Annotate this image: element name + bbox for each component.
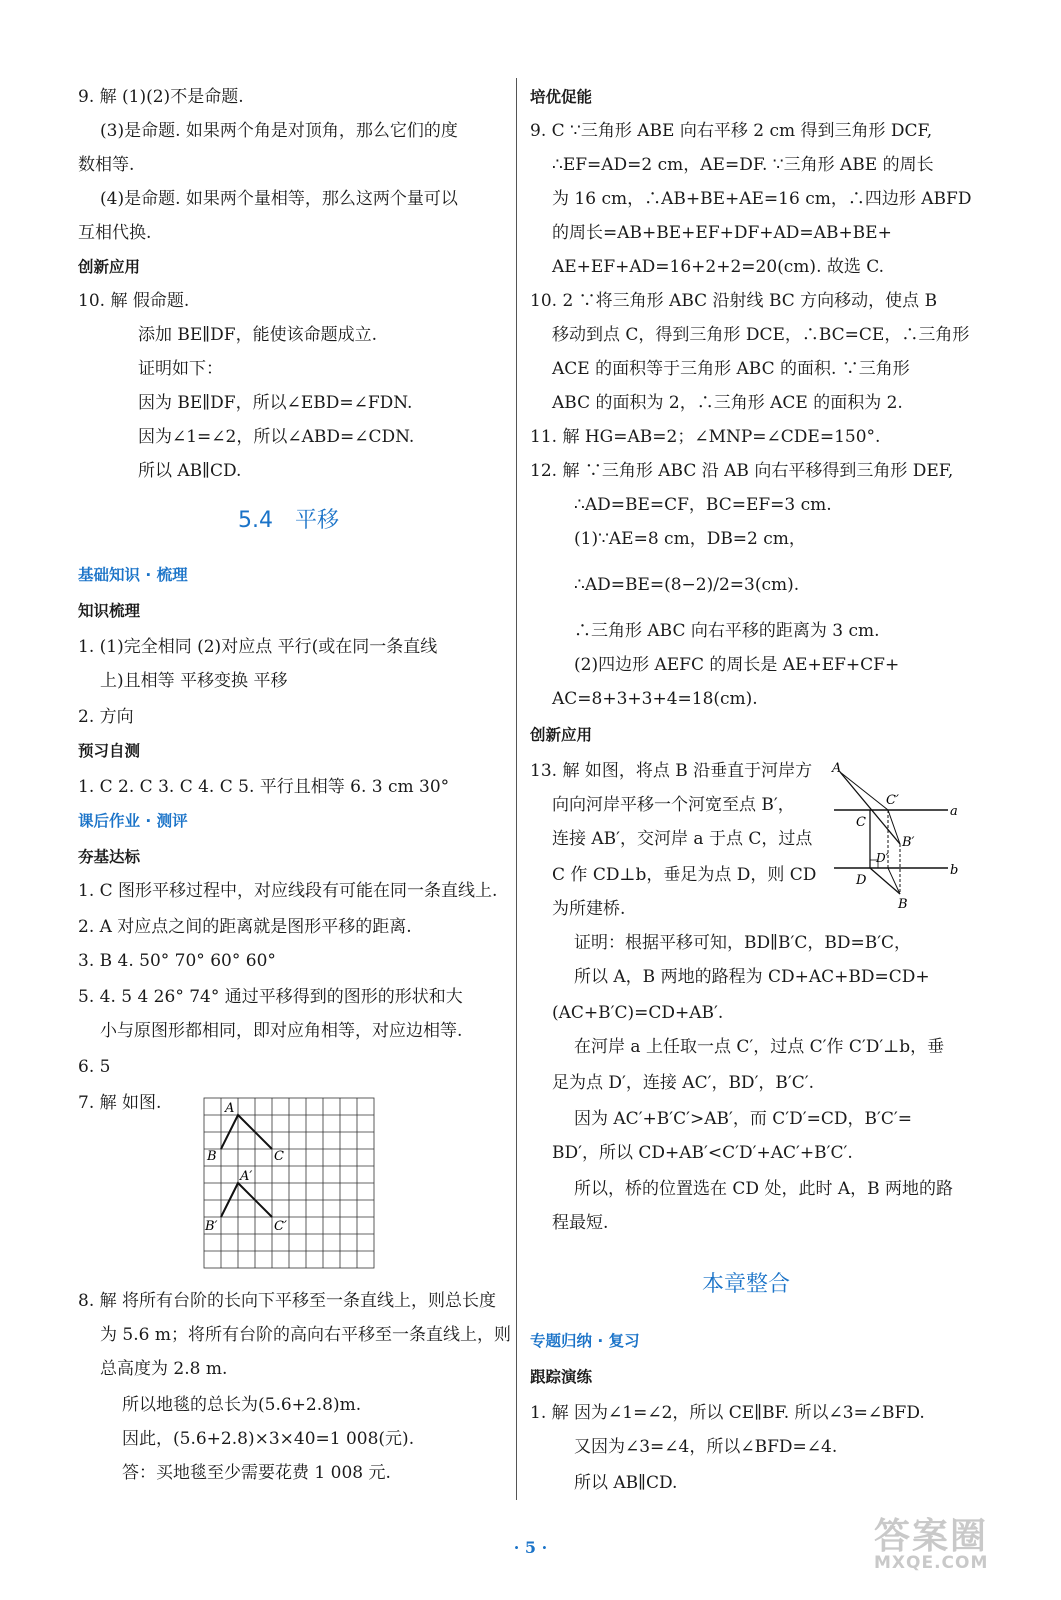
text-line: 6. 5 <box>78 1057 111 1077</box>
text-line: ACE 的面积等于三角形 ABC 的面积. ∵三角形 <box>552 359 910 379</box>
text-line: 又因为∠3=∠4，所以∠BFD=∠4. <box>574 1437 838 1457</box>
label-B: B <box>207 1149 217 1164</box>
text-line: 证明如下： <box>138 359 223 379</box>
section-title-5-4: 5.4 平移 <box>238 508 339 533</box>
grid-lines <box>204 1098 374 1268</box>
label-C-prime: C′ <box>886 793 899 808</box>
text-line: 因此，(5.6+2.8)×3×40=1 008(元). <box>122 1429 415 1449</box>
translation-grid-figure <box>202 1096 378 1274</box>
text-line: 所以 A，B 两地的路程为 CD+AC+BD=CD+ <box>574 967 930 987</box>
text-line: 移动到点 C，得到三角形 DCE，∴BC=CE，∴三角形 <box>552 325 970 345</box>
text-line: 向向河岸平移一个河宽至点 B′， <box>552 795 795 815</box>
text-line: 程最短. <box>552 1213 609 1233</box>
text-line: 9. 解 (1)(2)不是命题. <box>78 87 244 107</box>
text-line: 2. A 对应点之间的距离就是图形平移的距离. <box>78 917 412 937</box>
label-a: a <box>950 804 958 819</box>
text-line: (2)四边形 AEFC 的周长是 AE+EF+CF+ <box>574 655 900 675</box>
text-line: 足为点 D′，连接 AC′，BD′，B′C′. <box>552 1073 815 1093</box>
text-line: ∴EF=AD=2 cm，AE=DF. ∵三角形 ABE 的周长 <box>552 155 934 175</box>
text-line: 添加 BE∥DF，能使该命题成立. <box>138 325 377 345</box>
text-line: 2. 方向 <box>78 707 134 727</box>
label-A: A <box>832 761 842 776</box>
text-line: 总高度为 2.8 m. <box>100 1359 228 1379</box>
text-line: 3. B 4. 50° 70° 60° 60° <box>78 951 276 971</box>
text-line: 为 5.6 m；将所有台阶的高向右平移至一条直线上，则 <box>100 1325 511 1345</box>
section-heading: 知识梳理 <box>78 602 141 620</box>
text-line: 12. 解 ∵三角形 ABC 沿 AB 向右平移得到三角形 DEF, <box>530 461 954 481</box>
section-heading: 专题归纳 · 复习 <box>530 1332 640 1350</box>
section-heading: 基础知识 · 梳理 <box>78 566 188 584</box>
watermark <box>874 1508 988 1573</box>
label-D: D <box>856 873 867 888</box>
text-line: 7. 解 如图. <box>78 1093 162 1113</box>
text-line: 小与原图形都相同，即对应角相等，对应边相等. <box>100 1021 463 1041</box>
segment-d-prime-b <box>888 868 900 894</box>
text-line: AE+EF+AD=16+2+2=20(cm). 故选 C. <box>552 257 885 277</box>
text-line: (AC+B′C)=CD+AB′. <box>552 1003 724 1023</box>
text-line: BD′，所以 CD+AB′<C′D′+AC′+B′C′. <box>552 1143 853 1163</box>
label-A: A <box>225 1101 235 1116</box>
label-C-prime: C′ <box>274 1219 287 1234</box>
text-line: (1)∵AE=8 cm，DB=2 cm， <box>574 529 806 549</box>
text-line: C 作 CD⊥b，垂足为点 D，则 CD <box>552 865 817 885</box>
text-line: 1. 解 因为∠1=∠2，所以 CE∥BF. 所以∠3=∠BFD. <box>530 1403 925 1423</box>
text-line: 13. 解 如图，将点 B 沿垂直于河岸方 <box>530 761 813 781</box>
section-heading: 预习自测 <box>78 742 141 760</box>
label-A-prime: A′ <box>240 1169 253 1184</box>
text-line: 所以 AB∥CD. <box>574 1473 678 1493</box>
text-line: AC=8+3+3+4=18(cm). <box>552 689 758 709</box>
text-line: ∴AD=BE=CF，BC=EF=3 cm. <box>574 495 832 515</box>
segment-c-prime-b-prime <box>888 810 900 844</box>
text-line: 10. 2 ∵将三角形 ABC 沿射线 BC 方向移动，使点 B <box>530 291 938 311</box>
text-line: 1. (1)完全相同 (2)对应点 平行(或在同一条直线 <box>78 637 438 657</box>
text-line: 所以 AB∥CD. <box>138 461 242 481</box>
text-line: 为所建桥. <box>552 899 626 919</box>
text-line: ∴AD=BE=(8−2)/2=3(cm). <box>574 575 800 595</box>
text-line: ABC 的面积为 2，∴三角形 ACE 的面积为 2. <box>552 393 903 413</box>
page-number: · 5 · <box>513 1538 548 1557</box>
section-heading: 跟踪演练 <box>530 1368 593 1386</box>
text-line: 证明：根据平移可知，BD∥B′C，BD=B′C， <box>574 933 912 953</box>
segment-ac-prime <box>840 772 888 810</box>
section-heading: 课后作业 · 测评 <box>78 812 188 830</box>
text-line: (3)是命题. 如果两个角是对顶角，那么它们的度 <box>100 121 458 141</box>
text-line: 的周长=AB+BE+EF+DF+AD=AB+BE+ <box>552 223 892 243</box>
section-heading: 创新应用 <box>530 726 593 744</box>
text-line: 答：买地毯至少需要花费 1 008 元. <box>122 1463 391 1483</box>
text-line: 连接 AB′，交河岸 a 于点 C，过点 <box>552 829 813 849</box>
text-line: 上)且相等 平移变换 平移 <box>100 671 288 691</box>
text-line: 5. 4. 5 4 26° 74° 通过平移得到的图形的形状和大 <box>78 987 463 1007</box>
text-line: ∴三角形 ABC 向右平移的距离为 3 cm. <box>574 621 880 641</box>
text-line: 数相等. <box>78 155 135 175</box>
text-line: 11. 解 HG=AB=2；∠MNP=∠CDE=150°. <box>530 427 881 447</box>
text-line: 所以地毯的总长为(5.6+2.8)m. <box>122 1395 362 1415</box>
watermark-url: MXQE.COM <box>874 1553 989 1573</box>
label-b: b <box>950 863 959 878</box>
text-line: 1. C 2. C 3. C 4. C 5. 平行且相等 6. 3 cm 30° <box>78 777 450 797</box>
label-B-prime: B′ <box>902 835 915 850</box>
label-B: B <box>898 897 908 910</box>
section-heading: 培优促能 <box>530 88 593 106</box>
label-C: C <box>856 815 866 830</box>
text-line: 在河岸 a 上任取一点 C′，过点 C′作 C′D′⊥b，垂 <box>574 1037 945 1057</box>
text-line: (4)是命题. 如果两个量相等，那么这两个量可以 <box>100 189 458 209</box>
label-B-prime: B′ <box>205 1219 218 1234</box>
text-line: 9. C ∵三角形 ABE 向右平移 2 cm 得到三角形 DCF, <box>530 121 933 141</box>
section-heading: 创新应用 <box>78 258 141 276</box>
text-line: 10. 解 假命题. <box>78 291 190 311</box>
bridge-figure <box>820 760 960 910</box>
text-line: 所以，桥的位置选在 CD 处，此时 A，B 两地的路 <box>574 1179 954 1199</box>
label-C: C <box>274 1149 284 1164</box>
text-line: 8. 解 将所有台阶的长向下平移至一条直线上，则总长度 <box>78 1291 497 1311</box>
section-title-chapter-summary: 本章整合 <box>702 1272 791 1297</box>
label-D-prime: D′ <box>876 851 889 865</box>
text-line: 因为∠1=∠2，所以∠ABD=∠CDN. <box>138 427 415 447</box>
watermark-logo-text: 答案圈 <box>874 1516 989 1557</box>
section-heading: 夯基达标 <box>78 848 141 866</box>
column-divider <box>516 78 517 1500</box>
text-line: 互相代换. <box>78 223 152 243</box>
segment-db <box>870 868 900 894</box>
text-line: 因为 AC′+B′C′>AB′，而 C′D′=CD，B′C′= <box>574 1109 912 1129</box>
text-line: 为 16 cm，∴AB+BE+AE=16 cm，∴四边形 ABFD <box>552 189 972 209</box>
text-line: 1. C 图形平移过程中，对应线段有可能在同一条直线上. <box>78 881 498 901</box>
text-line: 因为 BE∥DF，所以∠EBD=∠FDN. <box>138 393 413 413</box>
